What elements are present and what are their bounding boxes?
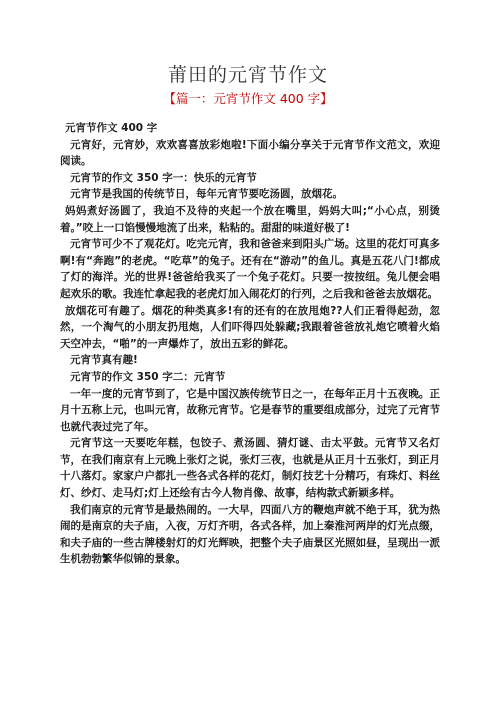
section-heading: 元宵节的作文 350 字一：快乐的元宵节 [70, 171, 257, 184]
paragraph: 放烟花可有趣了。烟花的种类真多!有的还有的在放甩炮??人们正看得起劲，忽然，一个淘气的小朋友扔甩炮，人们吓得四处躲藏;我跟着爸爸放礼炮它喷着火焰天空冲去，“啪”的一声爆炸了，放出五彩的鲜花。 [60, 304, 440, 350]
paragraph: 元宵节真有趣! [70, 354, 138, 367]
section-heading: 元宵节作文 400 字 [65, 122, 158, 134]
document-title: 莆田的元宵节作文 [167, 64, 328, 86]
paragraph: 元宵好，元宵妙，欢欢喜喜放彩炮啦!下面小编分享关于元宵节作文范文，欢迎阅读。 [60, 138, 440, 168]
paragraph: 我们南京的元宵节是最热闹的。一大早，四面八方的鞭炮声就不绝于耳，犹为热闹的是南京的夫子庙，入夜，万灯齐明，各式各样，加上秦淮河两岸的灯光点缀，和夫子庙的一些古牌楼射灯的灯光辉映，把整个夫子庙景区光照如昼，呈现出一派生机勃勃繁华似锦的景象。 [60, 503, 440, 566]
paragraph: 妈妈煮好汤圆了，我迫不及待的夹起一个放在嘴里，妈妈大叫;“小心点，别烫着。”咬上一口馅慢慢地流了出来，粘粘的。甜甜的味道好极了! [60, 204, 440, 234]
paragraph: 一年一度的元宵节到了，它是中国汉族传统节日之一，在每年正月十五夜晚。正月十五称上元，也叫元宵，故称元宵节。它是春节的重要组成部分，过完了元宵节也就代表过完了年。 [60, 387, 440, 433]
paragraph: 元宵节这一天要吃年糕，包饺子、煮汤圆、猜灯谜、击太平鼓。元宵节又名灯节，在我们南京有上元晚上张灯之说，张灯三夜，也就是从正月十五张灯，到正月十八落灯。家家户户都扎一些各式各样的花灯，制灯技艺十分精巧，有珠灯、料丝灯、纱灯、走马灯;灯上还绘有古今人物肖像、故事，结构款式新颖多样。 [60, 437, 440, 500]
document-body [60, 120, 440, 568]
section-heading: 元宵节的作文 350 字二：元宵节 [70, 370, 226, 383]
document-subtitle: 【篇一：元宵节作文 400 字】 [163, 91, 333, 106]
paragraph: 元宵节是我国的传统节日，每年元宵节要吃汤圆，放烟花。 [70, 188, 343, 201]
paragraph: 元宵节可少不了观花灯。吃完元宵，我和爸爸来到阳头广场。这里的花灯可真多啊!有“奔跑”的老虎。“吃草”的兔子。还有在“游动”的鱼儿。真是五花八门!都成了灯的海洋。光的世界!爸爸给我买了一个兔子花灯。只要一按按纽。兔儿便会唱起欢乐的歌。我连忙拿起我的老虎灯加入闹花灯的行列，之后我和爸爸去放烟花。 [60, 238, 440, 300]
